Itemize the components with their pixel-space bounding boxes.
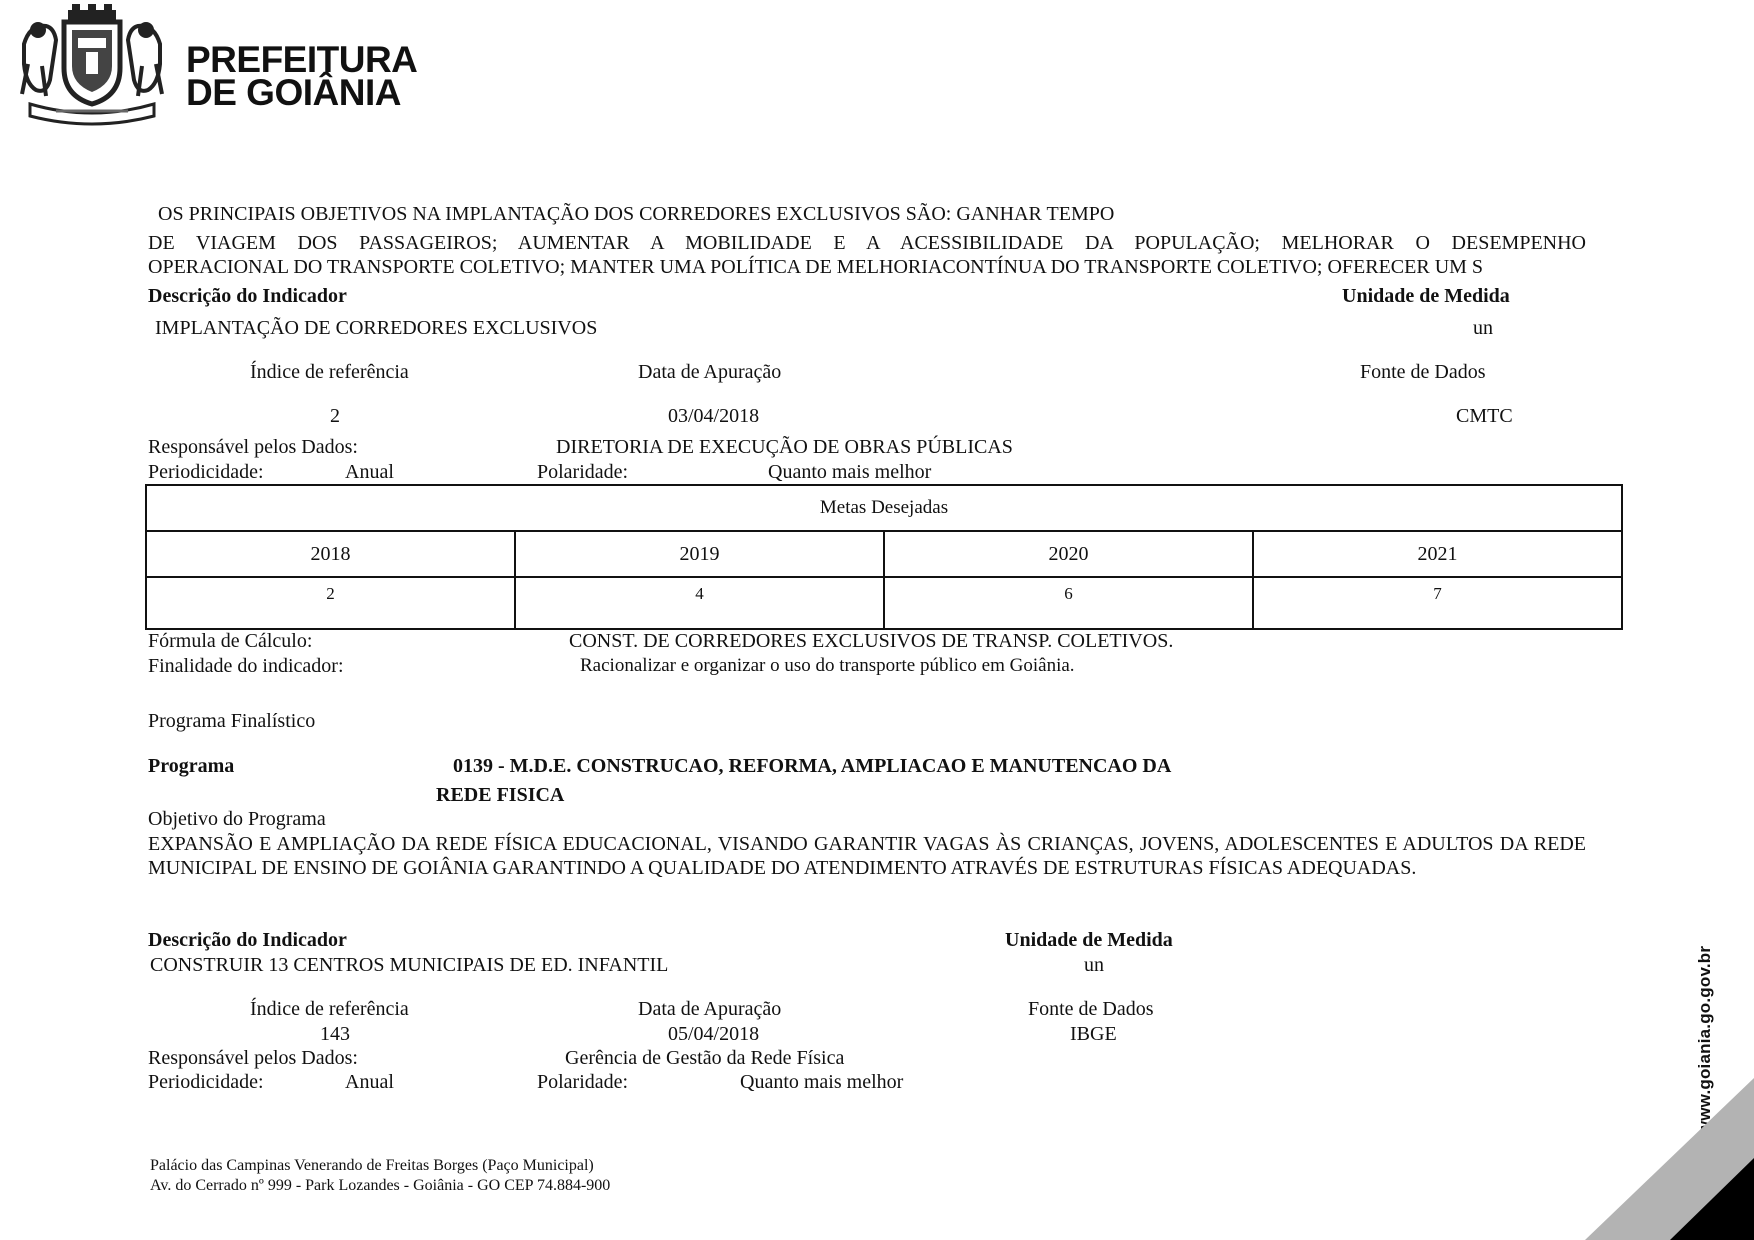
goal-year: 2020 bbox=[884, 531, 1253, 577]
assessment-date-label: Data de Apuração bbox=[638, 361, 782, 383]
polarity-value: Quanto mais melhor bbox=[768, 461, 932, 483]
data-responsible-label: Responsável pelos Dados: bbox=[148, 436, 358, 458]
website-url: www.goiania.go.gov.br bbox=[1695, 945, 1714, 1135]
assessment-date-value: 03/04/2018 bbox=[668, 405, 760, 427]
periodicity-label: Periodicidade: bbox=[148, 1071, 264, 1093]
footer-address-line-1: Palácio das Campinas Venerando de Freitas Borges (Paço Municipal) bbox=[150, 1157, 594, 1174]
assessment-date-value: 05/04/2018 bbox=[668, 1023, 760, 1045]
indicator-purpose-value: Racionalizar e organizar o uso do transporte público em Goiânia. bbox=[580, 655, 1075, 676]
indicator-description-label: Descrição do Indicador bbox=[148, 929, 347, 951]
footer-address-line-2: Av. do Cerrado nº 999 - Park Lozandes - Goiânia - GO CEP 74.884-900 bbox=[150, 1177, 611, 1194]
polarity-value: Quanto mais melhor bbox=[740, 1071, 904, 1093]
objective-line-1: OS PRINCIPAIS OBJETIVOS NA IMPLANTAÇÃO DOS CORREDORES EXCLUSIVOS SÃO: GANHAR TEMPO bbox=[158, 203, 1115, 225]
unit-of-measure-label: Unidade de Medida bbox=[1342, 285, 1510, 307]
program-label: Programa bbox=[148, 755, 235, 777]
polarity-label: Polaridade: bbox=[537, 1071, 629, 1093]
data-source-label: Fonte de Dados bbox=[1028, 998, 1154, 1020]
reference-index-value: 2 bbox=[330, 405, 340, 427]
indicator-description-value: CONSTRUIR 13 CENTROS MUNICIPAIS DE ED. INFANTIL bbox=[150, 954, 669, 976]
logo-line-2: DE GOIÂNIA bbox=[186, 72, 401, 113]
polarity-label: Polaridade: bbox=[537, 461, 629, 483]
goal-year: 2021 bbox=[1253, 531, 1622, 577]
formula-label: Fórmula de Cálculo: bbox=[148, 630, 313, 652]
goal-year: 2018 bbox=[146, 531, 515, 577]
reference-index-label: Índice de referência bbox=[250, 998, 409, 1020]
unit-of-measure-value: un bbox=[1084, 954, 1104, 976]
data-responsible-label: Responsável pelos Dados: bbox=[148, 1047, 358, 1069]
goals-table bbox=[145, 484, 1623, 630]
data-source-label: Fonte de Dados bbox=[1360, 361, 1486, 383]
assessment-date-label: Data de Apuração bbox=[638, 998, 782, 1020]
corner-decoration bbox=[1585, 1078, 1754, 1240]
reference-index-label: Índice de referência bbox=[250, 361, 409, 383]
data-source-value: CMTC bbox=[1456, 405, 1513, 427]
goals-table-title: Metas Desejadas bbox=[146, 485, 1622, 531]
data-responsible-value: DIRETORIA DE EXECUÇÃO DE OBRAS PÚBLICAS bbox=[556, 436, 1013, 458]
logo-line-1: PREFEITURA bbox=[186, 39, 418, 80]
formula-value: CONST. DE CORREDORES EXCLUSIVOS DE TRANSP. COLETIVOS. bbox=[569, 630, 1174, 652]
program-name-line-1: 0139 - M.D.E. CONSTRUCAO, REFORMA, AMPLIACAO E MANUTENCAO DA bbox=[453, 755, 1172, 777]
coat-of-arms-icon bbox=[16, 4, 168, 126]
objective-line-2: DE VIAGEM DOS PASSAGEIROS; AUMENTAR A MOBILIDADE E A ACESSIBILIDADE DA POPULAÇÃO; MELHORAR O DESEMPENHO bbox=[148, 232, 1586, 254]
goal-value: 7 bbox=[1253, 577, 1622, 629]
goal-value: 6 bbox=[884, 577, 1253, 629]
periodicity-value: Anual bbox=[345, 461, 394, 483]
goal-value: 4 bbox=[515, 577, 884, 629]
periodicity-label: Periodicidade: bbox=[148, 461, 264, 483]
objective-line-3: OPERACIONAL DO TRANSPORTE COLETIVO; MANTER UMA POLÍTICA DE MELHORIACONTÍNUA DO TRANSPORTE COLETIVO; OFERECER UM S bbox=[148, 256, 1484, 278]
unit-of-measure-label: Unidade de Medida bbox=[1005, 929, 1173, 951]
indicator-purpose-label: Finalidade do indicador: bbox=[148, 655, 344, 677]
data-responsible-value: Gerência de Gestão da Rede Física bbox=[565, 1047, 845, 1069]
program-objective-text: EXPANSÃO E AMPLIAÇÃO DA REDE FÍSICA EDUCACIONAL, VISANDO GARANTIR VAGAS ÀS CRIANÇAS, JOVENS, ADOLESCENTES E ADULTOS DA REDE MUNICIPAL DE ENSINO DE GOIÂNIA GARANTINDO A QUALIDADE DO ATENDIMENTO ATRAVÉS DE ESTRUTURAS FÍSICAS ADEQUADAS. bbox=[148, 833, 1586, 879]
reference-index-value: 143 bbox=[320, 1023, 350, 1045]
program-name-line-2: REDE FISICA bbox=[436, 784, 565, 806]
unit-of-measure-value: un bbox=[1473, 317, 1493, 339]
goal-value: 2 bbox=[146, 577, 515, 629]
program-type: Programa Finalístico bbox=[148, 710, 316, 732]
data-source-value: IBGE bbox=[1070, 1023, 1117, 1045]
program-objective-label: Objetivo do Programa bbox=[148, 808, 326, 830]
indicator-description-label: Descrição do Indicador bbox=[148, 285, 347, 307]
periodicity-value: Anual bbox=[345, 1071, 394, 1093]
indicator-description-value: IMPLANTAÇÃO DE CORREDORES EXCLUSIVOS bbox=[155, 317, 598, 339]
goal-year: 2019 bbox=[515, 531, 884, 577]
